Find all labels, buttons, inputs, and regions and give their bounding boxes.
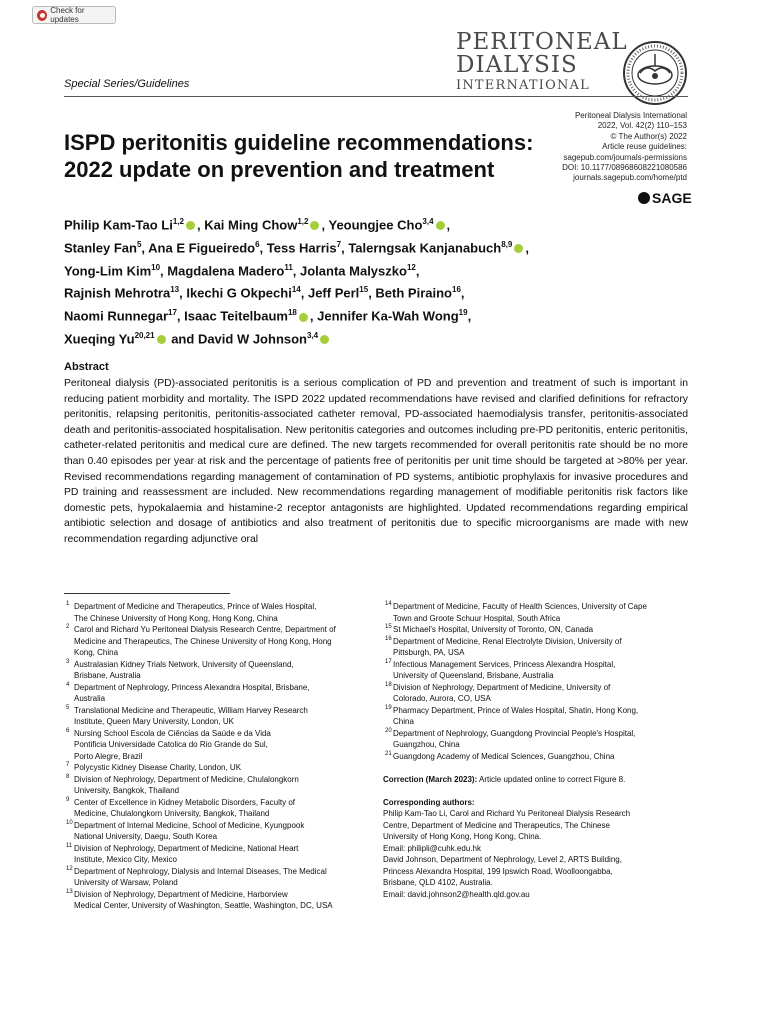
affiliation-number: 9 (66, 796, 70, 803)
affiliation-number: 6 (66, 727, 70, 734)
author-affiliation-marker: 19 (458, 308, 468, 318)
affiliation-number: 15 (385, 624, 392, 630)
affiliation-line: Carol and Richard Yu Peritoneal Dialysis Research Centre, Department of (74, 625, 336, 634)
author-affiliation-marker: 18 (287, 308, 297, 318)
correction-note (383, 774, 688, 786)
affiliation-number: 14 (385, 601, 392, 607)
corresponding-line: University of Hong Kong, Hong Kong, China. (383, 832, 542, 841)
affiliation-item (64, 797, 374, 820)
author-name: David W Johnson (197, 331, 307, 347)
affiliation-item (64, 728, 374, 763)
affiliation-number: 12 (66, 865, 73, 872)
affiliation-number: 11 (66, 842, 73, 849)
author-name: Tess Harris (266, 240, 337, 256)
affiliation-number: 10 (66, 819, 73, 826)
author-name: Talerngsak Kanjanabuch (348, 240, 502, 256)
affiliation-line: Division of Nephrology, Department of Medicine, Chulalongkorn (74, 774, 299, 784)
corresponding-line: Brisbane, QLD 4102, Australia. (383, 878, 493, 887)
affiliation-line: Department of Internal Medicine, School of Medicine, Kyungpook (74, 820, 305, 830)
corresponding-heading: Corresponding authors: (383, 797, 475, 807)
author-separator: , (141, 240, 149, 256)
affiliation-item (64, 624, 374, 659)
corresponding-details (383, 808, 688, 900)
author-separator: , (176, 308, 185, 324)
author-name: Beth Piraino (375, 285, 452, 301)
author-list (64, 212, 624, 349)
affiliation-item (64, 601, 374, 624)
affiliation-line: Institute, Mexico City, Mexico (74, 855, 177, 864)
meta-line: 2022, Vol. 42(2) 110–153 (597, 121, 687, 131)
affiliation-item (64, 889, 374, 912)
affiliation-line: Division of Nephrology, Department of Medicine, Harborview (74, 889, 288, 899)
affiliation-line: Department of Nephrology, Guangdong Provincial People's Hospital, (393, 728, 636, 738)
affiliation-number: 2 (66, 624, 70, 630)
affiliation-list (383, 601, 688, 762)
affiliation-item (383, 682, 688, 705)
publisher-name: SAGE (652, 190, 692, 206)
author-separator: , (321, 217, 329, 233)
affiliation-item (64, 762, 374, 774)
affiliation-number: 3 (66, 658, 70, 665)
author-separator: , (292, 262, 301, 278)
affiliation-line: Town and Groote Schuur Hospital, South Africa (393, 613, 561, 623)
affiliation-line: Kong, China (74, 648, 119, 657)
journal-logo (456, 31, 628, 92)
check-for-updates-label: Check for updates (50, 6, 85, 24)
affiliations-right (383, 601, 688, 900)
header-divider (64, 96, 688, 97)
author-name: Isaac Teitelbaum (184, 308, 288, 324)
affiliation-item (383, 728, 688, 751)
correction-label: Correction (March 2023): (383, 774, 478, 784)
affiliation-item (383, 601, 688, 624)
affiliation-item (64, 843, 374, 866)
email-link[interactable]: Email: david.johnson2@health.qld.gov.au (383, 889, 530, 899)
author-affiliation-marker: 7 (336, 239, 342, 249)
author-separator: , (259, 240, 267, 256)
author-affiliation-marker: 8,9 (501, 239, 513, 249)
affiliation-item (64, 820, 374, 843)
affiliation-number: 19 (385, 704, 392, 711)
orcid-icon[interactable] (436, 221, 445, 230)
affiliation-line: University of Warsaw, Poland (74, 878, 178, 887)
affiliation-number: 17 (385, 658, 392, 665)
author-affiliation-marker: 1,2 (172, 217, 184, 226)
publisher-logo (638, 190, 692, 206)
affiliation-item (64, 866, 374, 889)
orcid-icon[interactable] (299, 313, 308, 322)
affiliation-line: St Michael's Hospital, University of Toronto, ON, Canada (393, 625, 594, 634)
affiliation-line: The Chinese University of Hong Kong, Hong Kong, China (74, 613, 278, 623)
meta-line: Article reuse guidelines: (602, 142, 687, 152)
affiliation-line: Department of Medicine and Therapeutics, Prince of Wales Hospital, (74, 602, 317, 611)
affiliation-line: National University, Daegu, South Korea (74, 832, 218, 841)
author-name: Stanley Fan (64, 240, 137, 256)
affiliation-line: Center of Excellence in Kidney Metabolic Disorders, Faculty of (74, 797, 295, 807)
author-affiliation-marker: 13 (170, 285, 180, 295)
author-separator: , (196, 217, 205, 233)
meta-line: © The Author(s) 2022 (610, 131, 687, 141)
affiliation-line: Medicine and Therapeutics, The Chinese University of Hong Kong, Hong (74, 636, 332, 646)
author-separator: , (467, 308, 472, 324)
affiliation-item (64, 659, 374, 682)
article-meta (562, 111, 687, 184)
journal-home-link[interactable]: journals.sagepub.com/home/ptd (573, 173, 687, 183)
affiliation-item (383, 659, 688, 682)
affiliation-number: 21 (385, 750, 392, 757)
author-name: Jeff Perl (307, 285, 360, 301)
corresponding-line: Princess Alexandra Hospital, 199 Ipswich Road, Woolloongabba, (383, 866, 613, 876)
affiliation-line: Porto Alegre, Brazil (74, 751, 143, 761)
email-link[interactable]: Email: philipli@cuhk.edu.hk (383, 843, 481, 853)
affiliation-number: 16 (385, 635, 392, 642)
footnote-divider (64, 593, 230, 594)
affiliation-number: 4 (66, 681, 70, 688)
sage-mark-icon (638, 192, 650, 204)
author-separator: , (415, 262, 420, 278)
author-separator: and (167, 331, 198, 347)
author-affiliation-marker: 6 (255, 239, 260, 249)
orcid-icon[interactable] (310, 221, 319, 230)
author-separator: , (460, 285, 465, 301)
affiliation-line: University, Bangkok, Thailand (74, 786, 180, 795)
author-affiliation-marker: 15 (359, 285, 369, 295)
affiliation-line: Colorado, Aurora, CO, USA (393, 694, 491, 703)
author-name: Yong-Lim Kim (64, 262, 152, 278)
author-affiliation-marker: 16 (452, 285, 461, 295)
affiliation-line: Australasian Kidney Trials Network, University of Queensland, (74, 659, 294, 669)
affiliation-line: Guangdong Academy of Medical Sciences, Guangzhou, China (393, 751, 615, 761)
journal-name-line3: INTERNATIONAL (456, 78, 590, 93)
affiliation-item (383, 705, 688, 728)
author-separator: , (368, 285, 376, 301)
affiliation-line: Department of Medicine, Renal Electrolyte Division, University of (393, 636, 622, 646)
affiliation-line: Department of Nephrology, Princess Alexandra Hospital, Brisbane, (74, 682, 310, 692)
affiliation-line: Nursing School Escola de Ciências da Saúde e da Vida (74, 728, 271, 738)
author-name: Ana E Figueiredo (148, 240, 256, 256)
orcid-icon[interactable] (157, 335, 166, 344)
abstract-heading: Abstract (64, 361, 109, 373)
affiliation-line: Division of Nephrology, Department of Medicine, University of (393, 682, 611, 692)
author-affiliation-marker: 5 (136, 239, 142, 249)
affiliation-line: Division of Nephrology, Department of Medicine, National Heart (74, 843, 299, 853)
affiliation-line: Infectious Management Services, Princess Alexandra Hospital, (393, 659, 616, 669)
affiliation-number: 18 (385, 681, 392, 688)
author-name: Jolanta Malyszko (300, 262, 407, 278)
author-affiliation-marker: 3,4 (422, 217, 434, 226)
affiliations-left (64, 601, 374, 912)
affiliation-line: Brisbane, Australia (74, 671, 141, 680)
affiliation-item (64, 705, 374, 728)
corresponding-line: David Johnson, Department of Nephrology, Level 2, ARTS Building, (383, 855, 622, 864)
affiliation-item (383, 751, 688, 763)
update-icon (37, 10, 47, 21)
affiliation-item (383, 636, 688, 659)
journal-name-line2: DIALYSIS (456, 52, 578, 78)
author-separator: , (446, 217, 451, 233)
author-separator: , (160, 262, 168, 278)
author-separator: , (341, 240, 349, 256)
author-affiliation-marker: 20,21 (134, 331, 155, 341)
author-affiliation-marker: 12 (406, 262, 416, 272)
article-title: ISPD peritonitis guideline recommendations: 2022 update on prevention and treatment (64, 130, 534, 182)
affiliation-line: Pittsburgh, PA, USA (393, 648, 465, 657)
author-separator: , (179, 285, 187, 301)
affiliation-number: 1 (66, 601, 70, 607)
affiliation-line: Institute, Queen Mary University, London, UK (74, 717, 234, 726)
author-name: Jennifer Ka-Wah Wong (317, 308, 459, 324)
affiliation-line: Department of Medicine, Faculty of Health Sciences, University of Cape (393, 602, 647, 611)
orcid-icon[interactable] (514, 244, 523, 253)
article-series-label: Special Series/Guidelines (64, 78, 190, 90)
doi-link[interactable]: DOI: 10.1177/08968608221080586 (562, 163, 687, 173)
corresponding-line: Centre, Department of Medicine and Therapeutics, The Chinese (383, 820, 610, 830)
author-name: Yeoungjee Cho (328, 217, 423, 233)
correction-text: Article updated online to correct Figure 8. (477, 774, 626, 784)
author-affiliation-marker: 11 (284, 262, 293, 272)
author-name: Xueqing Yu (64, 331, 135, 347)
corresponding-line: Philip Kam-Tao Li, Carol and Richard Yu Peritoneal Dialysis Research (383, 809, 631, 818)
author-affiliation-marker: 14 (291, 285, 301, 295)
affiliation-number: 8 (66, 773, 70, 780)
author-name: Philip Kam-Tao Li (64, 217, 173, 233)
affiliation-item (64, 774, 374, 797)
author-separator: , (300, 285, 308, 301)
author-name: Kai Ming Chow (204, 217, 298, 233)
author-affiliation-marker: 3,4 (307, 331, 319, 341)
orcid-icon[interactable] (186, 221, 195, 230)
author-affiliation-marker: 17 (168, 308, 177, 318)
author-name: Rajnish Mehrotra (64, 285, 171, 301)
author-name: Naomi Runnegar (64, 308, 169, 324)
affiliation-number: 7 (66, 762, 70, 768)
affiliation-item (64, 682, 374, 705)
meta-line: Peritoneal Dialysis International (574, 111, 687, 120)
affiliation-line: University of Queensland, Brisbane, Australia (393, 671, 554, 680)
author-affiliation-marker: 10 (151, 262, 161, 272)
affiliation-line: Translational Medicine and Therapeutic, William Harvey Research (74, 705, 308, 715)
affiliation-number: 13 (66, 888, 73, 895)
affiliation-line: Medical Center, University of Washington, Seattle, Washington, DC, USA (74, 901, 333, 910)
author-name: Ikechi G Okpechi (186, 285, 292, 301)
affiliation-line: Pontificia Universidade Catolica do Rio Grande do Sul, (74, 740, 268, 749)
affiliation-line: China (393, 717, 414, 726)
permissions-link[interactable]: sagepub.com/journals-permissions (563, 152, 687, 162)
author-separator: , (309, 308, 318, 324)
author-affiliation-marker: 1,2 (297, 217, 309, 226)
affiliation-line: Medicine, Chulalongkorn University, Bangkok, Thailand (74, 809, 270, 818)
abstract-text: Peritoneal dialysis (PD)-associated peritonitis is a serious complication of PD and prevention and treatment of such is important in reducing patient morbidity and mortality. The ISPD 2022 updated recommendations have revised and clarified definitions for refractory peritonitis, relapsing peritonitis, peritonitis-associated catheter removal, PD-associated haemodialysis transfer, peritonitis-associated death and peritonitis-associated hospitalisation. New peritonitis categories and outcomes including pre-PD peritonitis, enteric peritonitis, catheter-related peritonitis and medical cure are defined. The new targets recommended for overall peritonitis rate should be no more than 0.40 episodes per year at risk and the percentage of patients free of peritonitis per unit time should be targeted at >80% per year. Revised recommendations regarding management of contamination of PD systems, antibiotic prophylaxis for invasive procedures and PD training and reassessment are included. New recommendations regarding management of modifiable peritonitis risk factors like domestic pets, hypokalaemia and histamine-2 receptor antagonists are highlighted. Updated recommendations regarding empirical antibiotic selection and dosage of antibiotics and also treatment of peritonitis due to specific microorganisms are made with new recommendation regarding adjunctive oral (64, 378, 688, 545)
author-name: Magdalena Madero (167, 262, 285, 278)
affiliation-line: Pharmacy Department, Prince of Wales Hospital, Shatin, Hong Kong, (393, 705, 639, 715)
author-separator: , (525, 240, 529, 256)
orcid-icon[interactable] (320, 335, 329, 344)
check-for-updates-button[interactable] (32, 6, 116, 24)
affiliation-line: Australia (74, 694, 106, 703)
affiliation-line: Polycystic Kidney Disease Charity, London, UK (74, 763, 242, 772)
affiliation-item (383, 624, 688, 636)
affiliation-line: Guangzhou, China (393, 740, 460, 749)
affiliation-line: Department of Nephrology, Dialysis and Internal Diseases, The Medical (74, 866, 327, 876)
affiliation-number: 5 (66, 704, 70, 711)
journal-name-line1: PERITONEAL (456, 29, 628, 55)
affiliation-number: 20 (385, 727, 392, 734)
